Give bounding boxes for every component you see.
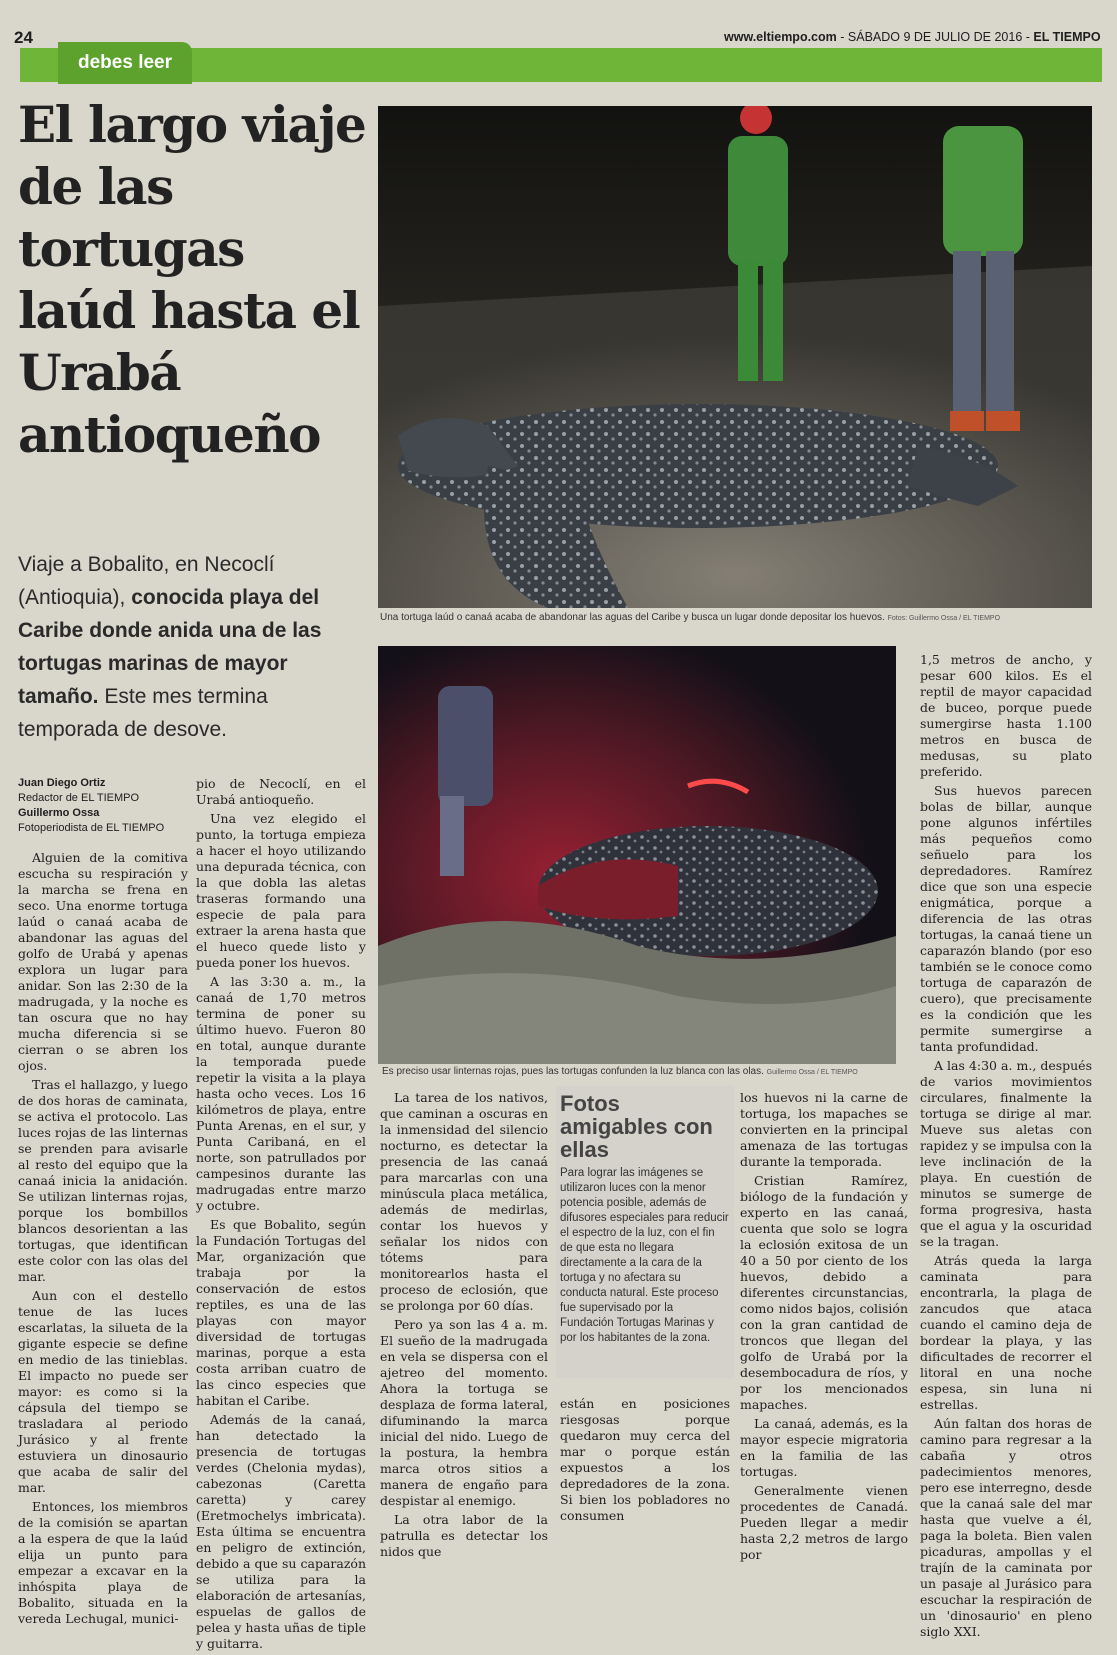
headline: El largo viaje de las tortugas laúd hasta el Urabá antioqueño — [18, 95, 366, 464]
paragraph: Alguien de la comitiva escucha su respiración y la marcha se frena en seco. Una enorme tortuga laúd o canaá acaba de abandonar las aguas del golfo de Urabá y apenas explora un lugar para anidar. Son las 2:30 de la madrugada, y la noche es tan oscura que no hay mucha diferencia si se cierran o se abren los ojos. — [18, 850, 188, 1073]
lead-end: Este mes termina temporada de desove. — [18, 685, 268, 741]
lead-paragraph — [18, 548, 362, 746]
author-1-role: Redactor de EL TIEMPO — [18, 792, 140, 804]
paragraph: Una vez elegido el punto, la tortuga empieza a hacer el hoyo utilizando una depurada técnica, con la que dobla las aletas traseras formando una especie de pala para extraer la arena hasta que el hueco quede listo y pueda poner los huevos. — [196, 811, 366, 970]
issue-date: SÁBADO 9 DE JULIO DE 2016 — [847, 30, 1023, 44]
paragraph: pio de Necoclí, en el Urabá antioqueño. — [196, 776, 366, 807]
author-1-name: Juan Diego Ortiz — [18, 777, 106, 789]
lead-bold: conocida playa del Caribe donde anida una de las tortugas marinas de mayor tamaño. — [18, 586, 322, 708]
bottom-photo-caption — [382, 1066, 858, 1077]
sidebar-body: Para lograr las imágenes se utilizaron luces con la menor potencia posible, además de difusores especiales para reducir el espectro de la luz, con el fin de que esta no llegara directamente a la cara de la tortuga y no afectara su conducta natural. Este proceso fue supervisado por la Fundación Tortugas Marinas y por los habitantes de la zona. — [560, 1167, 729, 1344]
paragraph: Aún faltan dos horas de camino para regresar a la cabaña y otros padecimientos menores, pero ese interregno, desde que la canaá sale del mar hasta que vuelve a él, paga la boleta. Bien valen picaduras, ampollas y el trajín de la caminata por un pasaje al Jurásico para escuchar la respiración de un 'dinosaurio' en pleno siglo XXI. — [920, 1416, 1092, 1639]
paragraph: Atrás queda la larga caminata para encontrarla, la plaga de zancudos que ataca cuando el camino deja de bordear la playa, y las dificultades de recorrer el litoral en una noche espesa, sin luna ni estrellas. — [920, 1253, 1092, 1412]
bottom-caption-text: Es preciso usar linternas rojas, pues las tortugas confunden la luz blanca con las olas. — [382, 1066, 764, 1077]
author-2-role: Fotoperiodista de EL TIEMPO — [18, 822, 165, 834]
article-column-5 — [740, 1090, 908, 1566]
article-column-6 — [920, 652, 1092, 1643]
paragraph: Generalmente vienen procedentes de Canadá. Pueden llegar a medir hasta 2,2 metros de largo por — [740, 1483, 908, 1562]
website-url[interactable]: www.eltiempo.com — [724, 30, 837, 44]
article-column-4 — [560, 1396, 730, 1527]
turtle-photo-bottom-image — [378, 646, 896, 1064]
turtle-photo-top-image — [378, 106, 1092, 608]
article-column-3 — [380, 1090, 548, 1563]
article-column-1 — [18, 850, 188, 1630]
turtle-photo-bottom — [378, 646, 896, 1064]
sidebar-title: Fotos amigables con ellas — [560, 1091, 713, 1162]
section-label: debes leer — [58, 42, 192, 84]
lead-normal: Viaje a Bobalito, en Necoclí (Antioquia), — [18, 553, 275, 609]
paragraph: La tarea de los nativos, que caminan a oscuras en la inmensidad del silencio nocturno, es detectar la presencia de las canaá para marcarlas con una minúscula placa metálica, además de medirlas, contar los huevos y señalar los nidos con tótems para monitorearlos hasta el proceso de eclosión, que se prolonga por 60 días. — [380, 1090, 548, 1313]
paragraph: Es que Bobalito, según la Fundación Tortugas del Mar, organización que trabaja por la conservación de estos reptiles, es una de las playas con mayor diversidad de tortugas marinas, porque a esta costa arriban cuatro de las cinco especies que habitan el Caribe. — [196, 1217, 366, 1408]
paragraph: los huevos ni la carne de tortuga, los mapaches se convierten en la principal amenaza de las tortugas durante la temporada. — [740, 1090, 908, 1169]
paragraph: Tras el hallazgo, y luego de dos horas de caminata, se activa el protocolo. Las luces rojas de las linternas se prenden para avisarle al resto del equipo que la canaá inicia la anidación. Se utilizan linternas rojas, porque los bombillos blancos desorientan a las tortugas, que identifican este color con las olas del mar. — [18, 1077, 188, 1284]
publication-name: EL TIEMPO — [1033, 30, 1101, 44]
paragraph: La canaá, además, es la mayor especie migratoria en la familia de las tortugas. — [740, 1416, 908, 1479]
paragraph: Cristian Ramírez, biólogo de la fundación y experto en las canaá, cuenta que solo se logra la eclosión exitosa de un 40 a 50 por ciento de los huevos, debido a diferentes circunstancias, como nidos bajos, colisión con la gran cantidad de troncos que llegan del golfo de Urabá por la desembocadura de ríos, y por los mencionados mapaches. — [740, 1173, 908, 1412]
paragraph: 1,5 metros de ancho, y pesar 600 kilos. Es el reptil de mayor capacidad de buceo, porque puede sumergirse hasta 1.100 metros en busca de medusas, su plato preferido. — [920, 652, 1092, 779]
page-number: 24 — [14, 28, 33, 47]
bottom-photo-credit: Guillermo Ossa / EL TIEMPO — [766, 1069, 858, 1076]
paragraph: Entonces, los miembros de la comisión se apartan a la espera de que la laúd elija un punto para empezar a excavar en la inhóspita playa de Bobalito, situada en la vereda Lechugal, munici- — [18, 1499, 188, 1626]
paragraph: están en posiciones riesgosas porque quedaron muy cerca del mar o porque están expuestos a los depredadores de la zona. Si bien los pobladores no consumen — [560, 1396, 730, 1523]
turtle-photo-top — [378, 106, 1092, 608]
page-header: www.eltiempo.com - SÁBADO 9 DE JULIO DE 2016 - EL TIEMPO — [724, 30, 1101, 44]
paragraph: A las 4:30 a. m., después de varios movimientos circulares, finalmente la tortuga se dirige al mar. Mueve sus aletas con rapidez y se impulsa con la leve inclinación de la playa. En cuestión de minutos se sumerge de forma progresiva, hasta que el agua y la oscuridad se la tragan. — [920, 1058, 1092, 1249]
paragraph: Además de la canaá, han detectado la presencia de tortugas verdes (Chelonia mydas), cabezonas (Caretta caretta) y carey (Eretmochelys imbricata). Esta última se encuentra en peligro de extinción, debido a que su caparazón se utiliza para la elaboración de artesanías, espuelas de gallos de pelea y hasta uñas de tiple y guitarra. — [196, 1412, 366, 1651]
top-caption-text: Una tortuga laúd o canaá acaba de abandonar las aguas del Caribe y busca un lugar donde depositar los huevos. — [380, 612, 885, 623]
paragraph: A las 3:30 a. m., la canaá de 1,70 metros termina de poner su último huevo. Fueron 80 en total, aunque durante la temporada puede repetir la visita a la playa hasta ocho veces. Los 16 kilómetros de playa, entre Punta Arenas, en el sur, y Punta Caribaná, en el norte, son patrullados por campesinos durante las madrugadas entre marzo y octubre. — [196, 974, 366, 1213]
author-2-name: Guillermo Ossa — [18, 807, 100, 819]
paragraph: La otra labor de la patrulla es detectar los nidos que — [380, 1512, 548, 1559]
paragraph: Pero ya son las 4 a. m. El sueño de la madrugada en vela se dispersa con el ajetreo del momento. Ahora la tortuga se desplaza de forma lateral, difuminando la marca inicial del nido. Luego de la postura, la hembra marca otros sitios a manera de engaño para despistar al enemigo. — [380, 1317, 548, 1508]
top-photo-caption — [380, 612, 1000, 623]
paragraph: Sus huevos parecen bolas de billar, aunque pone algunos infértiles más pequeños como señuelo para los depredadores. Ramírez dice que son una especie enigmática, porque a diferencia de las otras tortugas, la canaá tiene un caparazón blando (por eso también se le conoce como tortuga de caparazón de cuero), que precisamente es la condición que les permite sumergirse a tanta profundidad. — [920, 783, 1092, 1054]
paragraph: Aun con el destello tenue de las luces escarlatas, la silueta de la gigante especie se define en medio de las tinieblas. El impacto no puede ser mayor: es como si la cápsula del tiempo se trasladara al periodo Jurásico y al frente estuviera un dinosaurio que acaba de salir del mar. — [18, 1288, 188, 1495]
article-column-2 — [196, 776, 366, 1655]
byline — [18, 776, 188, 836]
top-photo-credit: Fotos: Guillermo Ossa / EL TIEMPO — [887, 615, 1001, 622]
